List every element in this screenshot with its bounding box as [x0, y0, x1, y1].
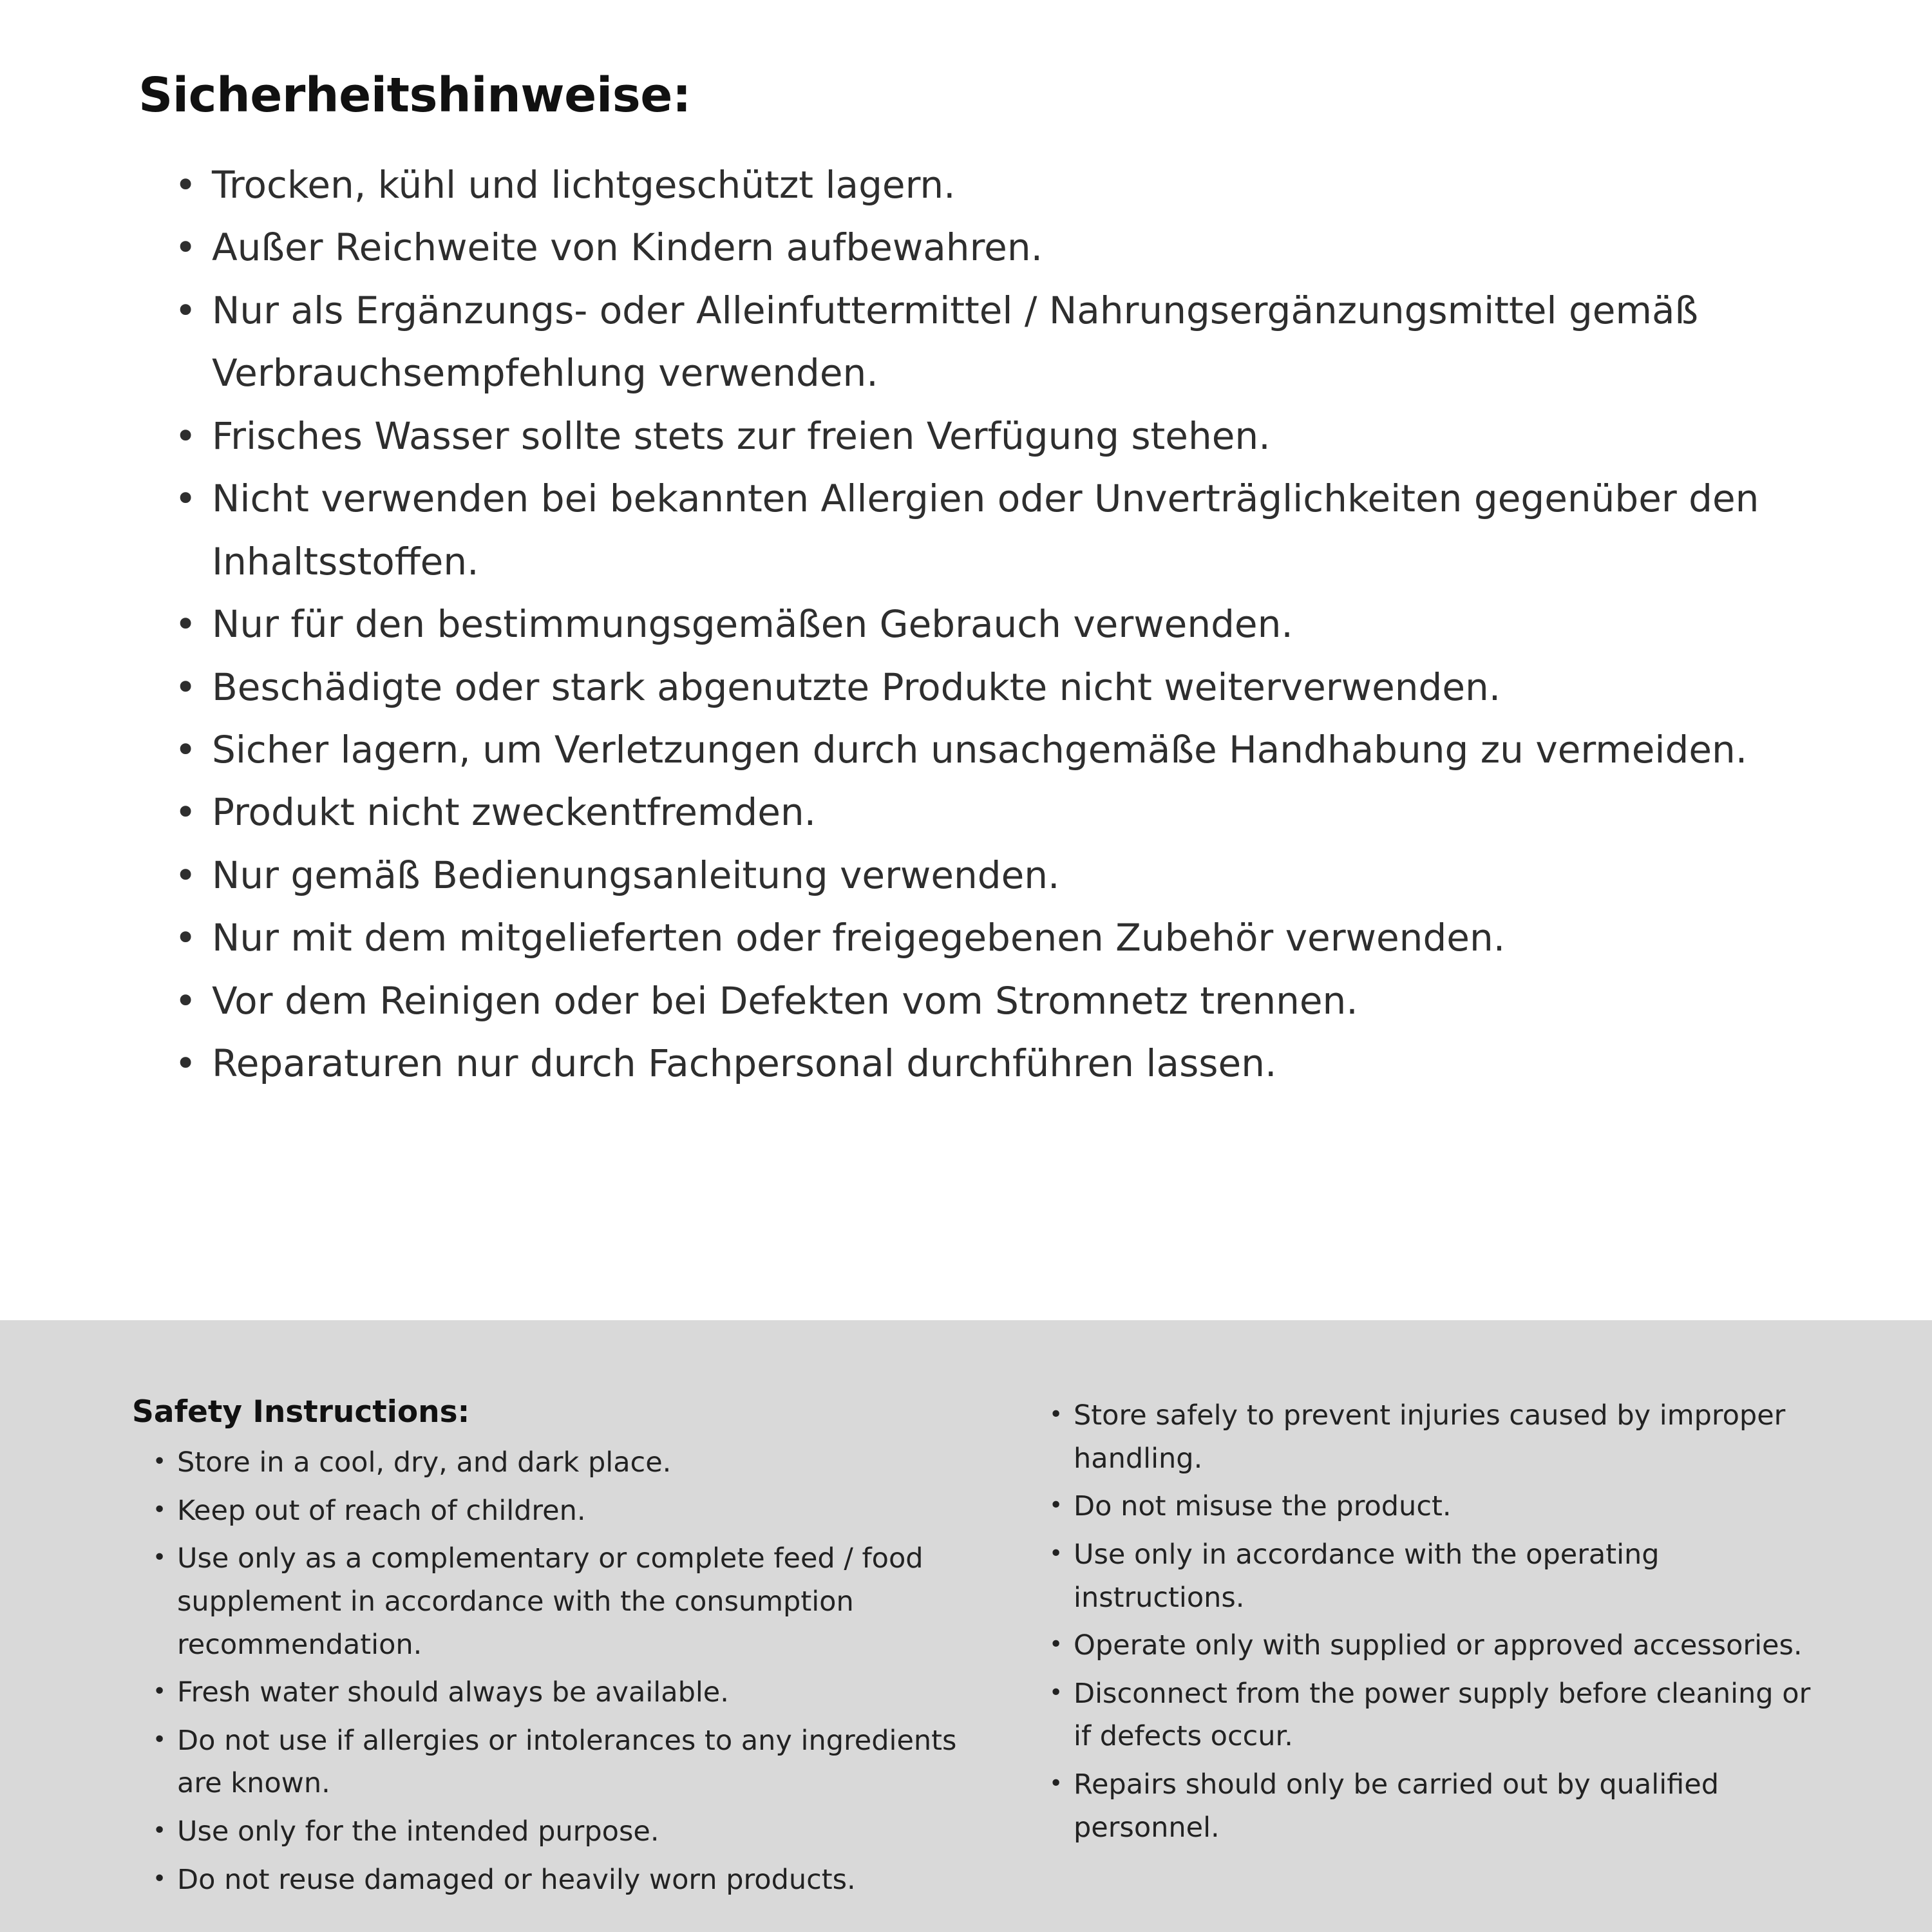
safety-list-item — [150, 1490, 989, 1533]
safety-item-text: Frisches Wasser sollte stets zur freien Verfügung stehen. — [212, 413, 1271, 458]
german-safety-list — [171, 154, 1797, 1095]
safety-item-text: Vor dem Reinigen oder bei Defekten vom Stromnetz trennen. — [212, 978, 1358, 1023]
safety-item-text: Operate only with supplied or approved accessories. — [1074, 1629, 1803, 1662]
safety-list-item — [1046, 1672, 1835, 1758]
english-safety-list-left — [150, 1441, 989, 1901]
safety-list-item — [171, 719, 1797, 781]
safety-list-item — [171, 468, 1797, 593]
safety-item-text: Nur mit dem mitgelieferten oder freigegebenen Zubehör verwenden. — [212, 916, 1506, 960]
safety-item-text: Repairs should only be carried out by qualified personnel. — [1074, 1768, 1719, 1844]
safety-item-text: Disconnect from the power supply before cleaning or if defects occur. — [1074, 1677, 1811, 1753]
english-safety-section — [0, 1320, 1932, 1932]
safety-item-text: Use only in accordance with the operating instructions. — [1074, 1538, 1660, 1614]
safety-list-item — [150, 1859, 989, 1902]
safety-list-item — [171, 405, 1797, 468]
safety-item-text: Außer Reichweite von Kindern aufbewahren. — [212, 225, 1043, 270]
safety-list-item — [171, 970, 1797, 1032]
safety-list-item — [171, 781, 1797, 844]
safety-item-text: Trocken, kühl und lichtgeschützt lagern. — [212, 163, 956, 207]
safety-list-item — [171, 844, 1797, 907]
safety-item-text: Use only for the intended purpose. — [177, 1815, 659, 1848]
safety-item-text: Do not use if allergies or intolerances to any ingredients are known. — [177, 1724, 957, 1800]
safety-list-item — [150, 1537, 989, 1666]
safety-item-text: Do not reuse damaged or heavily worn products. — [177, 1863, 856, 1896]
safety-item-text: Nur gemäß Bedienungsanleitung verwenden. — [212, 853, 1060, 897]
safety-item-text: Nicht verwenden bei bekannten Allergien oder Unverträglichkeiten gegenüber den Inhaltsstoffen. — [212, 477, 1759, 583]
safety-item-text: Nur für den bestimmungsgemäßen Gebrauch verwenden. — [212, 602, 1293, 647]
safety-list-item — [171, 279, 1797, 405]
safety-item-text: Beschädigte oder stark abgenutzte Produkte nicht weiterverwenden. — [212, 665, 1501, 709]
safety-item-text: Produkt nicht zweckentfremden. — [212, 790, 817, 835]
safety-list-item — [1046, 1763, 1835, 1849]
german-section-title: Sicherheitshinweise: — [138, 68, 692, 123]
english-column-left — [132, 1394, 989, 1906]
safety-list-item — [171, 154, 1797, 216]
english-section-title: Safety Instructions: — [132, 1394, 470, 1430]
safety-list-item — [171, 593, 1797, 656]
safety-item-text: Do not misuse the product. — [1074, 1490, 1452, 1523]
safety-item-text: Use only as a complementary or complete feed / food supplement in accordance with the consumption recommendation. — [177, 1542, 923, 1661]
safety-list-item — [1046, 1394, 1835, 1480]
safety-list-item — [1046, 1624, 1835, 1667]
safety-list-item — [1046, 1533, 1835, 1619]
safety-list-item — [1046, 1485, 1835, 1528]
safety-item-text: Reparaturen nur durch Fachpersonal durchführen lassen. — [212, 1041, 1277, 1086]
safety-item-text: Keep out of reach of children. — [177, 1494, 586, 1527]
safety-list-item — [150, 1671, 989, 1714]
safety-list-item — [171, 216, 1797, 279]
safety-item-text: Fresh water should always be available. — [177, 1676, 729, 1709]
safety-item-text: Sicher lagern, um Verletzungen durch unsachgemäße Handhabung zu vermeiden. — [212, 727, 1748, 772]
safety-list-item — [150, 1441, 989, 1484]
english-column-right — [1046, 1394, 1835, 1854]
safety-item-text: Store safely to prevent injuries caused by improper handling. — [1074, 1399, 1786, 1475]
safety-item-text: Nur als Ergänzungs- oder Alleinfuttermittel / Nahrungsergänzungsmittel gemäß Verbrauchsempfehlung verwenden. — [212, 288, 1699, 395]
safety-list-item — [171, 1032, 1797, 1095]
english-safety-list-right — [1046, 1394, 1835, 1849]
safety-item-text: Store in a cool, dry, and dark place. — [177, 1446, 672, 1479]
safety-list-item — [171, 656, 1797, 719]
safety-list-item — [150, 1810, 989, 1853]
safety-list-item — [150, 1719, 989, 1805]
safety-list-item — [171, 907, 1797, 969]
